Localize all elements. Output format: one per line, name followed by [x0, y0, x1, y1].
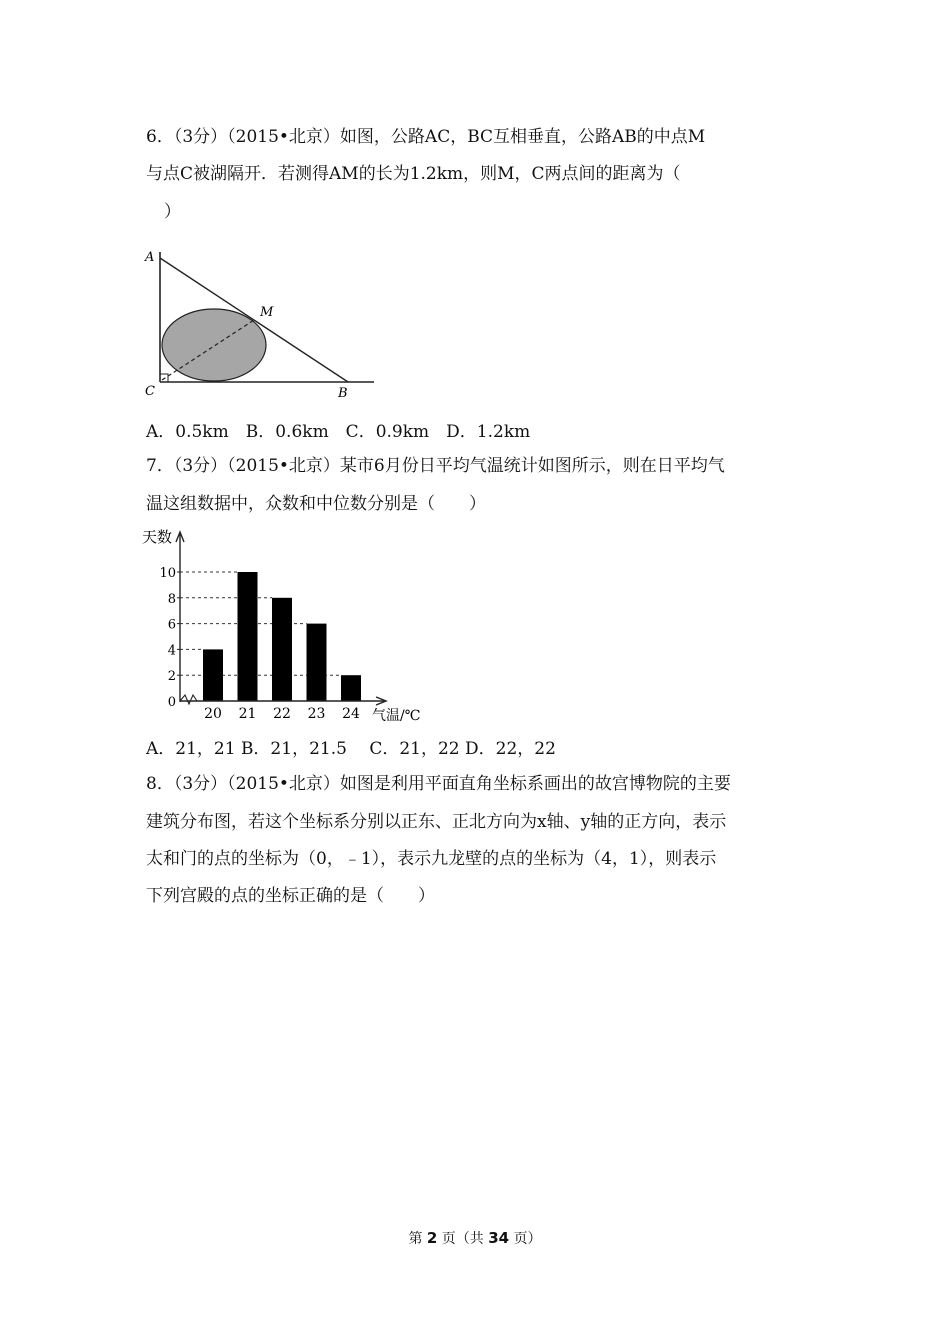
footer-prefix: 第 — [408, 1231, 423, 1247]
q6-stem-line2: 与点C被湖隔开．若测得AM的长为1.2km，则M，C两点间的距离为（ — [146, 164, 681, 184]
y-tick-label: 2 — [167, 669, 176, 685]
bar-21 — [238, 572, 258, 701]
footer-mid: 页（共 — [441, 1231, 484, 1247]
y-tick-label: 4 — [167, 643, 176, 659]
lake — [162, 309, 266, 381]
footer-suffix: 页） — [513, 1231, 542, 1247]
q8-stem-line2: 建筑分布图，若这个坐标系分别以正东、正北方向为x轴、y轴的正方向，表示 — [146, 812, 727, 832]
q6-stem-line3: ） — [164, 202, 181, 222]
q6-lake-road-figure — [140, 240, 380, 405]
bar-22 — [272, 598, 292, 701]
y-tick-label: 10 — [159, 566, 176, 581]
x-tick-label: 23 — [307, 706, 326, 722]
q6-stem-line1: 6．（3分）（2015•北京）如图，公路AC，BC互相垂直，公路AB的中点M — [146, 127, 706, 147]
x-tick-label: 20 — [204, 706, 222, 722]
q7-options: A．21，21 B．21，21.5 C．21，22 D．22，22 — [146, 739, 556, 759]
label-a: A — [145, 250, 155, 265]
x-tick-label: 24 — [342, 706, 360, 722]
bar-24 — [341, 675, 361, 701]
bar-23 — [307, 624, 327, 701]
label-b: B — [338, 386, 348, 401]
q8-stem-line3: 太和门的点的坐标为（0，﹣1），表示九龙壁的点的坐标为（4，1），则表示 — [146, 849, 717, 869]
q7-stem-line1: 7．（3分）（2015•北京）某市6月份日平均气温统计如图所示，则在日平均气 — [146, 456, 725, 476]
temperature-bar-chart — [140, 526, 440, 728]
y-tick-label: 0 — [167, 695, 176, 710]
x-tick-label: 21 — [238, 706, 257, 722]
y-axis-label: 天数 — [142, 528, 173, 546]
q8-stem-line4: 下列宫殿的点的坐标正确的是（ ） — [146, 886, 435, 906]
x-tick-label: 22 — [273, 706, 291, 722]
bar-20 — [203, 649, 223, 701]
axis-break-mark — [180, 695, 197, 704]
footer-page-number: 2 — [426, 1229, 438, 1247]
q6-options: A．0.5km B．0.6km C．0.9km D．1.2km — [146, 422, 531, 442]
label-c: C — [145, 384, 155, 399]
y-tick-label: 6 — [167, 617, 176, 633]
label-m: M — [260, 305, 274, 320]
footer-total-pages: 34 — [488, 1229, 510, 1247]
y-tick-label: 8 — [167, 591, 176, 607]
q7-stem-line2: 温这组数据中，众数和中位数分别是（ ） — [146, 494, 486, 514]
page-footer — [0, 1229, 950, 1248]
x-axis-label: 气温/℃ — [372, 708, 421, 724]
q8-stem-line1: 8．（3分）（2015•北京）如图是利用平面直角坐标系画出的故宫博物院的主要 — [146, 774, 731, 794]
